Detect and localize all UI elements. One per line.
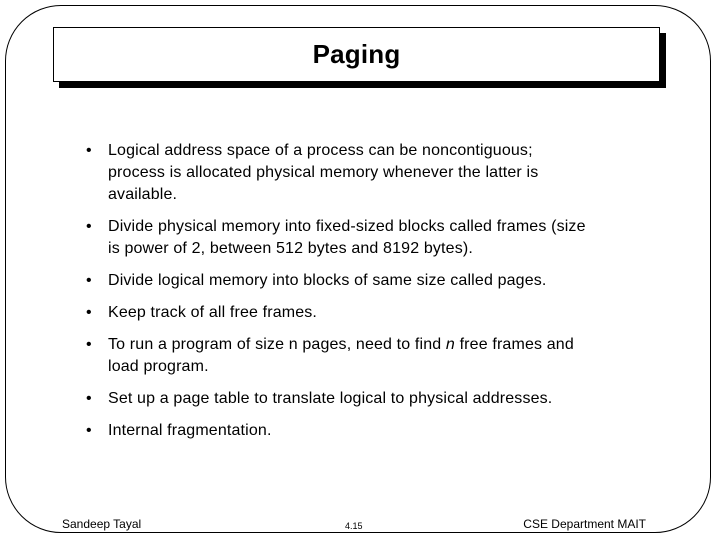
bullet-line: Divide physical memory into fixed-sized blocks called frames (size — [108, 218, 586, 235]
footer-author: Sandeep Tayal — [62, 517, 142, 531]
bullet-icon: • — [86, 304, 92, 321]
bullet-line-part: free frames and — [454, 336, 574, 353]
bullet-line: process is allocated physical memory whenever the latter is — [108, 164, 539, 181]
bullet-line: load program. — [108, 358, 209, 375]
footer-page-number: 4.15 — [345, 521, 363, 531]
bullet-icon: • — [86, 218, 92, 235]
bullet-item — [86, 216, 646, 260]
bullet-item — [86, 334, 646, 378]
bullet-line: Keep track of all free frames. — [108, 304, 318, 321]
slide-title: Paging — [312, 39, 401, 69]
bullet-item — [86, 140, 646, 206]
footer-department: CSE Department MAIT — [523, 517, 646, 531]
bullet-item — [86, 270, 646, 292]
bullet-line: Internal fragmentation. — [108, 422, 272, 439]
bullet-line: Logical address space of a process can be noncontiguous; — [108, 142, 533, 159]
bullet-line: available. — [108, 186, 178, 203]
bullet-icon: • — [86, 336, 92, 353]
bullet-line: Divide logical memory into blocks of same size called pages. — [108, 272, 547, 289]
bullet-line-part: To run a program of size n pages, need to find — [108, 336, 446, 353]
bullet-item — [86, 302, 646, 324]
bullet-icon: • — [86, 390, 92, 407]
bullet-icon: • — [86, 272, 92, 289]
bullet-item — [86, 420, 646, 442]
bullet-item — [86, 388, 646, 410]
bullet-icon: • — [86, 142, 92, 159]
bullet-line-italic: n — [445, 336, 455, 353]
bullet-icon: • — [86, 422, 92, 439]
bullet-line: Set up a page table to translate logical to physical addresses. — [108, 390, 553, 407]
title-box — [53, 27, 660, 82]
bullet-line: is power of 2, between 512 bytes and 8192 bytes). — [108, 240, 473, 257]
bullet-list — [86, 140, 646, 442]
